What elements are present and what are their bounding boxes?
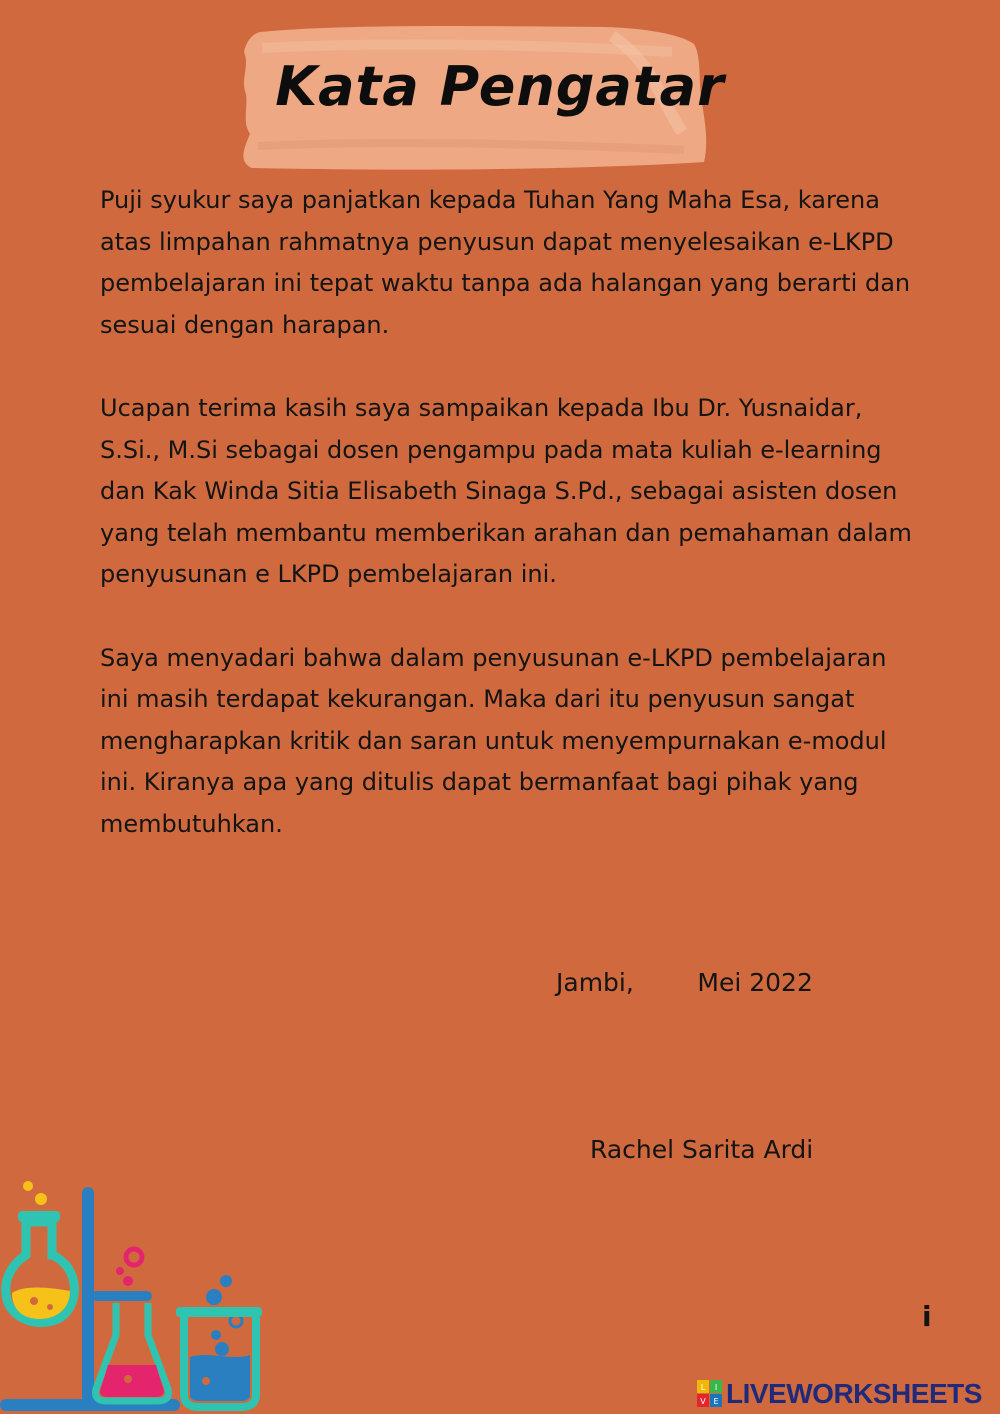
- page-title: Kata Pengatar: [275, 55, 725, 118]
- paragraph-1: Puji syukur saya panjatkan kepada Tuhan Yang Maha Esa, karena atas limpahan rahmatnya penyusun dapat menyelesaikan e-LKPD pembelajaran ini tepat waktu tanpa ada halangan yang berarti dan sesuai dengan harapan.: [100, 186, 911, 339]
- liveworksheets-brand: [697, 1376, 982, 1412]
- svg-text:L: L: [700, 1383, 706, 1392]
- brand-text: LIVEWORKSHEETS: [726, 1378, 982, 1409]
- signer-name: Rachel Sarita Ardi: [590, 1135, 814, 1164]
- place-date: Jambi, Mei 2022: [556, 968, 813, 997]
- page-number: i: [922, 1300, 932, 1333]
- laboratory-glassware-illustration: [0, 1175, 280, 1414]
- paragraph-2: Ucapan terima kasih saya sampaikan kepada Ibu Dr. Yusnaidar, S.Si., M.Si sebagai dosen pengampu pada mata kuliah e-learning dan Kak Winda Sitia Elisabeth Sinaga S.Pd., sebagai asisten dosen yang telah membantu memberikan arahan dan pemahaman dalam penyusunan e LKPD pembelajaran ini.: [100, 393, 912, 589]
- paragraph-3: Saya menyadari bahwa dalam penyusunan e-LKPD pembelajaran ini masih terdapat kekurangan. Maka dari itu penyusun sangat mengharapkan kritik dan saran untuk menyempurnakan e-modul ini. Kiranya apa yang ditulis dapat bermanfaat bagi pihak yang membutuhkan.: [100, 643, 887, 838]
- body-text: [100, 180, 920, 887]
- liveworksheets-logo-icon: [697, 1380, 723, 1408]
- svg-text:V: V: [700, 1397, 706, 1406]
- svg-text:E: E: [713, 1397, 719, 1406]
- svg-text:I: I: [714, 1383, 718, 1392]
